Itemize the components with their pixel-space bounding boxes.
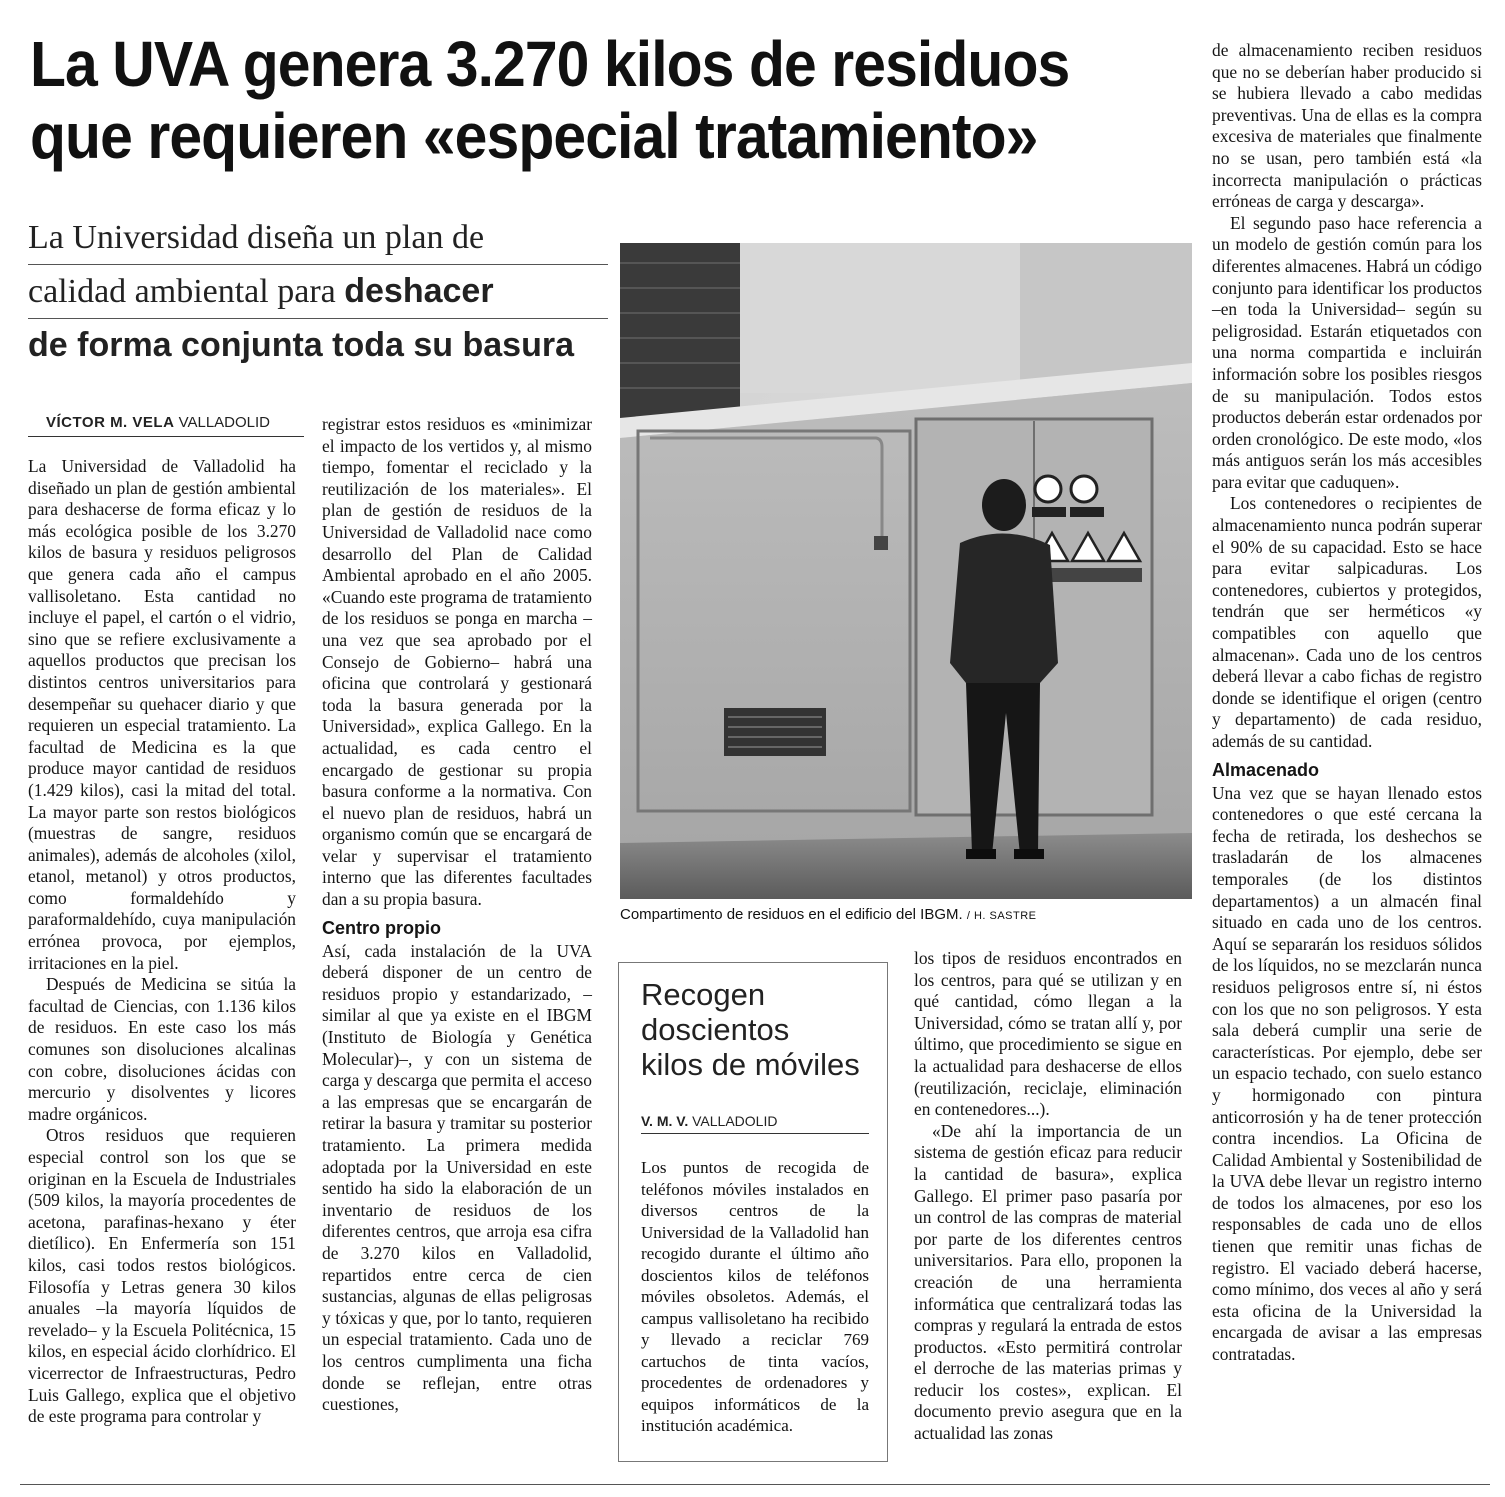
col1-paragraph-2: Después de Medicina se sitúa la facultad de Ciencias, con 1.136 kilos de residuos. En este caso los más comunes son disoluciones alcalinas con cobre, disoluciones ácidas con mercurio y disolventes y licores madre orgánicos.	[28, 974, 296, 1124]
subhead-line-3	[28, 319, 608, 372]
byline-location: VALLADOLID	[178, 414, 271, 431]
headline	[30, 28, 1097, 172]
photo-illustration	[620, 243, 1192, 899]
col1-paragraph-3: Otros residuos que requieren especial control son los que se originan en la Escuela de Industriales (509 kilos, la mayoría procedentes de acetona, parafinas-hexano y éter dietílico). En Enfermería son 151 kilos, casi todos restos biológicos. Filosofía y Letras genera 30 kilos anuales –la mayoría líquidos de revelado– y la Escuela Politécnica, 15 kilos, en especial ácido clorhídrico. El vicerrector de Infraestructuras, Pedro Luis Gallego, explica que el objetivo de este programa para controlar y	[28, 1125, 296, 1427]
col5-paragraph-2: El segundo paso hace referencia a un modelo de gestión común para los diferentes almacenes. Habrá un código conjunto para identificar los productos –en toda la Universidad– según su peligrosidad. Estarán etiquetados con una norma compartida e incluirán información sobre los posibles riesgos de su manipulación. Todos estos productos deberán estar ordenados por orden cronológico. De este modo, «los más antiguos serán los más accesibles para evitar que caduquen».	[1212, 212, 1482, 492]
section-heading-almacenado: Almacenado	[1212, 759, 1320, 780]
photo-caption	[620, 906, 1200, 923]
sidebar-title	[641, 977, 881, 1082]
subhead-line-2	[28, 265, 608, 319]
sidebar-byline-author: V. M. V.	[641, 1113, 689, 1129]
subhead-line-1: La Universidad diseña un plan de	[28, 212, 608, 265]
column-2	[322, 414, 592, 1416]
headline-line-2: que requieren «especial tratamiento»	[30, 100, 1038, 172]
section-heading-centro-propio: Centro propio	[322, 917, 441, 938]
column-5	[1212, 40, 1482, 1366]
bottom-rule	[20, 1484, 1490, 1485]
col1-paragraph-1: La Universidad de Valladolid ha diseñado un plan de gestión ambiental para deshacerse de forma eficaz y lo más ecológica posible de los 3.270 kilos de basura y residuos peligrosos que genera cada año el campus vallisoletano. Esta cantidad no incluye el papel, el cartón o el vidrio, sino que se refiere exclusivamente a aquellos productos que precisan los distintos centros universitarios para desempeñar su quehacer diario y que requieren un especial tratamiento. La facultad de Medicina es la que produce mayor cantidad de residuos (1.429 kilos), casi la mitad del total. La mayor parte son restos biológicos (muestras de sangre, residuos animales), además de alcoholes (xilol, etanol, metanol) y otros productos, como formaldehído y paraformaldehído, cuya manipulación errónea provoca, por ejemplos, irritaciones en la piel.	[28, 456, 296, 973]
col5-paragraph-4: Una vez que se hayan llenado estos contenedores o que esté cercana la fecha de retirada, los deshechos se trasladarán de los almacenes temporales (de los distintos departamentos) a un almacén final situado en cada uno de los centros. Aquí se separarán los residuos sólidos de los líquidos, no se mezclarán nunca residuos peligrosos entre sí, ni éstos con los que no son peligrosos. Y esta sala deberá cumplir una serie de características. Por ejemplo, debe ser un espacio techado, con suelo estanco y hormigonado con pintura anticorrosión y ha de tener protección contra incendios. La Oficina de Calidad Ambiental y Sostenibilidad de la UVA debe llevar un registro interno de todos los almacenes, por eso los responsables de cada uno de ellos tienen que remitir unas fichas de registro. El vaciado deberá hacerse, como mínimo, dos veces al año y será esta oficina de la Universidad la encargada de avisar a las empresas contratadas.	[1212, 782, 1482, 1365]
sidebar-byline	[641, 1113, 869, 1134]
sidebar-box	[618, 962, 888, 1462]
column-4	[914, 948, 1182, 1445]
headline-line-1: La UVA genera 3.270 kilos de residuos	[30, 28, 1070, 100]
sidebar-title-line-1: Recogen	[641, 977, 766, 1012]
subheadline	[28, 212, 608, 372]
photo-waste-compartment	[620, 243, 1192, 899]
col4-paragraph-2: «De ahí la importancia de un sistema de gestión eficaz para reducir la cantidad de basura», explica Gallego. El primer paso pasaría por un control de las compras de material por parte de los diferentes centros universitarios. Para ello, proponen la creación de una herramienta informática que centralizará todas las compras y regulará la entrada de estos productos. «Esto permitirá controlar el derroche de las materias primas y reducir los costes», explican. El documento previo asegura que en la actualidad las zonas	[914, 1120, 1182, 1444]
byline-author: VÍCTOR M. VELA	[46, 414, 175, 431]
photo-credit: / H. SASTRE	[966, 910, 1037, 922]
col5-paragraph-1: de almacenamiento reciben residuos que no se deberían haber producido si se hubiera llevado a cabo medidas preventivas. Una de ellas es la compra excesiva de materiales que finalmente no se usan, pero también está «la incorrecta manipulación o prácticas erróneas de carga y descarga».	[1212, 40, 1482, 212]
byline	[28, 414, 304, 437]
col2-paragraph-2: Así, cada instalación de la UVA deberá disponer de un centro de residuos propio y estandarizado, –similar al que ya existe en el IBGM (Instituto de Biología y Genética Molecular)–, y con un sistema de carga y descarga que permita el acceso a las empresas que se encargarán de retirar la basura y tramitar su posterior tratamiento. La primera medida adoptada por la Universidad en este sentido ha sido la elaboración de un inventario de residuos de los diferentes centros, que arroja esa cifra de 3.270 kilos en Valladolid, repartidos entre cerca de cien sustancias, algunas de ellas peligrosas y tóxicas y que, por lo tanto, requieren un especial tratamiento. Cada uno de los centros cumplimenta una ficha donde se reflejan, entre otras cuestiones,	[322, 940, 592, 1415]
col4-paragraph-1: los tipos de residuos encontrados en los centros, para qué se utilizan y en qué cantidad, cómo llegan a la Universidad, cómo se tratan allí y, por último, que procedimiento se sigue en la actualidad para deshacerse de ellos (reutilización, reciclaje, eliminación en contenedores...).	[914, 948, 1182, 1120]
sidebar-body: Los puntos de recogida de teléfonos móviles instalados en diversos centros de la Universidad de la Valladolid han recogido durante el último año doscientos kilos de teléfonos móviles obsoletos. Además, el campus vallisoletano ha recibido y llevado a reciclar 769 cartuchos de tinta vacíos, procedentes de ordenadores y equipos informáticos de la institución académica.	[641, 1158, 869, 1435]
col2-paragraph-1: registrar estos residuos es «minimizar el impacto de los vertidos y, al mismo tiempo, fomentar el reciclado y la reutilización de los materiales». El plan de gestión de residuos de la Universidad de Valladolid nace como desarrollo del Plan de Calidad Ambiental aprobado en el año 2005. «Cuando este programa de tratamiento de los residuos se ponga en marcha –una vez que sea aprobado por el Consejo de Gobierno– habrá una oficina que controlará y gestionará toda la basura generada por la Universidad», explica Gallego. En la actualidad, es cada centro el encargado de gestionar su propia basura conforme a la normativa. Con el nuevo plan de residuos, habrá un organismo común que se encargará de velar y supervisar el tratamiento interno que las diferentes facultades dan a su propia basura.	[322, 414, 592, 910]
sidebar-title-line-3: kilos de móviles	[641, 1047, 860, 1082]
col5-paragraph-3: Los contenedores o recipientes de almacenamiento nunca podrán superar el 90% de su capacidad. Esto se hace para evitar salpicaduras. Los contenedores, cubiertos y protegidos, tendrán que ser herméticos «y compatibles con aquello que almacenan». Cada uno de los centros deberá llevar a cabo fichas de registro donde se identifique el origen (centro y departamento) de cada residuo, además de su cantidad.	[1212, 493, 1482, 751]
sidebar-title-line-2: doscientos	[641, 1012, 790, 1047]
column-1	[28, 456, 296, 1428]
subhead-line-2-normal: calidad ambiental para	[28, 273, 345, 310]
caption-text: Compartimento de residuos en el edificio del IBGM.	[620, 906, 963, 923]
subhead-line-3-bold: de forma conjunta toda su basura	[28, 326, 574, 364]
subhead-line-2-bold: deshacer	[344, 272, 494, 310]
sidebar-byline-location: VALLADOLID	[692, 1113, 778, 1129]
